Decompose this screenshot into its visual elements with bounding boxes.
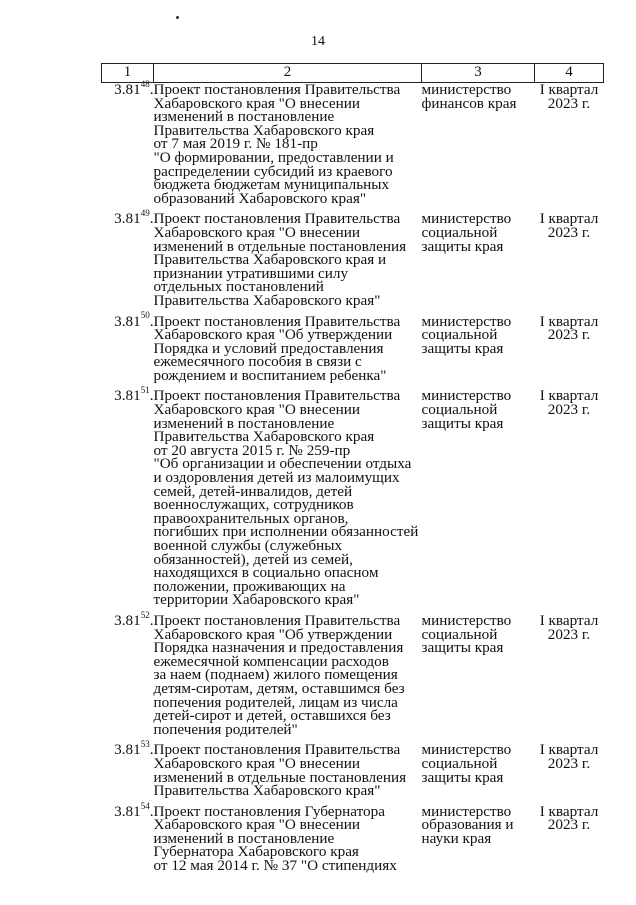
column-header-2: 2 [154, 64, 422, 83]
item-deadline-line: 2023 г. [547, 94, 591, 112]
item-description-line: рождением и воспитанием ребенка" [153, 366, 387, 384]
item-description-line: Хабаровского края "О внесении [153, 401, 361, 419]
table-row [102, 389, 604, 614]
item-responsible [421, 802, 535, 880]
item-deadline-line: 2023 г. [547, 326, 591, 344]
item-responsible-line: защиты края [421, 237, 504, 255]
table-row [102, 212, 604, 314]
item-description-line: бюджета бюджетам муниципальных [153, 176, 390, 194]
table-row [102, 83, 604, 213]
item-description [154, 389, 422, 614]
item-description-line: от 7 мая 2019 г. № 181-пр [153, 135, 318, 153]
item-number-main: 3.81 [114, 741, 141, 759]
item-number-suffix: . [149, 312, 154, 330]
item-deadline-line: I квартал [539, 81, 599, 98]
table-header-row [102, 64, 604, 83]
item-number-suffix: . [149, 611, 154, 629]
item-responsible [422, 743, 535, 804]
item-responsible-line: социальной [421, 326, 498, 344]
item-deadline [535, 743, 604, 804]
item-description-line: Проект постановления Правительства [153, 611, 401, 629]
item-deadline [535, 312, 604, 390]
item-description-line: попечения родителей, лицам из числа [153, 693, 398, 711]
item-deadline-line: I квартал [539, 802, 599, 820]
item-deadline-line: 2023 г. [547, 816, 591, 834]
item-deadline [535, 802, 604, 880]
item-responsible-line: министерство [421, 387, 512, 405]
item-responsible-line: министерство [421, 802, 512, 820]
item-description-line: образований Хабаровского края" [153, 189, 367, 207]
item-description [153, 312, 422, 390]
item-number-superscript: 54 [140, 800, 150, 811]
item-number [102, 208, 154, 314]
item-description-line: семей, детей-инвалидов, детей [153, 482, 353, 500]
item-description-line: погибших при исполнении обязанностей [153, 523, 419, 541]
item-description-line: Хабаровского края "О внесении [153, 754, 361, 772]
item-description-line: попечения родителей" [153, 720, 298, 738]
page-number: 14 [311, 34, 325, 49]
item-number-suffix: . [149, 81, 154, 98]
column-header-3: 3 [422, 64, 535, 83]
item-description-line: находящихся в социально опасном [153, 564, 379, 582]
item-description-line: правоохранительных органов, [153, 509, 349, 527]
item-description-line: Хабаровского края "О внесении [153, 816, 361, 834]
item-number-main: 3.81 [114, 387, 141, 405]
item-deadline [535, 83, 604, 213]
item-description-line: распределении субсидий из краевого [153, 162, 393, 180]
item-description-line: военной службы (служебных [153, 537, 343, 554]
table-body [102, 78, 604, 880]
item-deadline-line: 2023 г. [547, 223, 591, 241]
item-responsible-line: образования и [421, 816, 514, 834]
item-description-line: изменений в постановление [153, 414, 335, 432]
item-deadline-line: I квартал [539, 312, 599, 330]
item-number-main: 3.81 [114, 81, 141, 98]
item-responsible [421, 611, 535, 743]
item-description-line: изменений в постановление [153, 108, 335, 126]
item-responsible-line: министерство [421, 741, 512, 759]
item-number [102, 800, 154, 880]
item-number-main: 3.81 [114, 210, 141, 228]
item-description-line: Правительства Хабаровского края [153, 428, 375, 446]
item-description-line: и оздоровления детей из малоимущих [153, 469, 400, 487]
item-deadline [535, 389, 604, 614]
item-description [154, 83, 422, 213]
item-description-line: Проект постановления Правительства [153, 81, 401, 98]
item-description-line: признании утратившими силу [153, 264, 349, 282]
item-description-line: "О формировании, предоставлении и [153, 148, 394, 166]
item-responsible [422, 389, 535, 614]
item-description-line: Губернатора Хабаровского края [153, 843, 359, 861]
item-number-main: 3.81 [114, 802, 141, 820]
item-responsible-line: защиты края [421, 339, 504, 357]
item-deadline-line: I квартал [539, 210, 599, 228]
item-description-line: Правительства Хабаровского края" [153, 782, 381, 800]
item-description-line: от 20 августа 2015 г. № 259-пр [153, 441, 351, 459]
item-responsible-line: министерство [421, 210, 512, 228]
item-description-line: военнослужащих, сотрудников [153, 496, 354, 514]
item-description-line: Правительства Хабаровского края" [153, 291, 381, 309]
item-deadline [535, 611, 604, 743]
item-number [102, 609, 154, 743]
item-number-superscript: 49 [140, 208, 150, 219]
table-row [102, 743, 604, 804]
item-deadline-line: I квартал [539, 387, 599, 405]
item-description-line: ежемесячной компенсации расходов [153, 652, 389, 670]
item-responsible-line: науки края [421, 829, 492, 847]
item-description-line: Порядка назначения и предоставления [153, 639, 404, 657]
item-description [153, 611, 422, 743]
item-responsible-line: министерство [421, 81, 512, 98]
item-description-line: Проект постановления Правительства [153, 210, 401, 228]
column-header-4: 4 [535, 64, 604, 83]
item-deadline [535, 212, 604, 314]
table-row [102, 805, 604, 880]
item-description-line: Проект постановления Правительства [153, 387, 401, 405]
item-responsible [421, 312, 535, 390]
item-deadline-line: 2023 г. [547, 625, 591, 643]
item-description-line: детей-сирот и детей, оставшихся без [153, 707, 391, 725]
item-responsible [422, 83, 535, 213]
item-responsible-line: социальной [421, 401, 498, 419]
item-description-line: Проект постановления Правительства [153, 312, 401, 330]
item-number-superscript: 52 [140, 609, 150, 620]
item-responsible-line: финансов края [421, 94, 517, 112]
column-header-1: 1 [102, 64, 154, 83]
item-deadline-line: 2023 г. [547, 401, 591, 419]
item-responsible-line: защиты края [421, 639, 504, 657]
item-description-line: Порядка и условий предоставления [153, 339, 384, 357]
item-number-superscript: 50 [140, 310, 150, 321]
item-number-suffix: . [149, 210, 154, 228]
item-number-suffix: . [149, 387, 154, 405]
item-responsible-line: защиты края [421, 414, 504, 432]
item-description-line: Хабаровского края "Об утверждении [153, 625, 393, 643]
item-responsible-line: министерство [421, 312, 512, 330]
item-description-line: от 12 мая 2014 г. № 37 "О стипендиях [153, 857, 397, 875]
item-description-line: Проект постановления Правительства [153, 741, 401, 759]
item-number [102, 78, 154, 213]
table-row [102, 614, 604, 743]
item-deadline-line: I квартал [539, 741, 599, 759]
item-description-line: "Об организации и обеспечении отдыха [153, 455, 412, 473]
item-responsible-line: социальной [421, 223, 498, 241]
item-description-line: за наем (поднаем) жилого помещения [153, 666, 398, 684]
item-number-main: 3.81 [114, 312, 141, 330]
item-description [153, 802, 422, 880]
item-responsible-line: министерство [421, 611, 512, 629]
item-number [102, 310, 154, 390]
item-description [154, 212, 422, 314]
item-description-line: Правительства Хабаровского края и [153, 251, 387, 269]
item-description-line: Проект постановления Губернатора [153, 802, 385, 820]
table-row [102, 315, 604, 390]
item-number-suffix: . [149, 802, 154, 820]
item-deadline-line: I квартал [539, 611, 599, 629]
plan-table [101, 63, 604, 880]
item-description-line: изменений в постановление [153, 829, 335, 847]
item-number [102, 739, 154, 804]
item-description [154, 743, 422, 804]
item-responsible-line: социальной [421, 625, 498, 643]
item-responsible [422, 212, 535, 314]
item-number-superscript: 53 [140, 739, 150, 750]
scan-dot [176, 16, 179, 19]
item-description-line: ежемесячного пособия в связи с [153, 353, 362, 371]
item-description-line: Хабаровского края "О внесении [153, 94, 361, 112]
item-description-line: Правительства Хабаровского края [153, 121, 375, 139]
item-description-line: детям-сиротам, детям, оставшимся без [153, 679, 405, 697]
item-number [102, 385, 154, 614]
item-number-superscript: 51 [140, 385, 150, 396]
item-responsible-line: социальной [421, 754, 498, 772]
item-description-line: территории Хабаровского края" [153, 591, 360, 609]
item-number-main: 3.81 [114, 611, 141, 629]
item-description-line: обязанностей), детей из семей, [153, 550, 353, 568]
item-number-superscript: 48 [140, 78, 150, 89]
item-number-suffix: . [149, 741, 154, 759]
item-description-line: Хабаровского края "О внесении [153, 223, 361, 241]
item-deadline-line: 2023 г. [547, 754, 591, 772]
item-description-line: Хабаровского края "Об утверждении [153, 326, 393, 344]
item-responsible-line: защиты края [421, 768, 504, 786]
item-description-line: положении, проживающих на [153, 577, 346, 595]
item-description-line: изменений в отдельные постановления [153, 237, 407, 255]
item-description-line: отдельных постановлений [153, 278, 324, 296]
item-description-line: изменений в отдельные постановления [153, 768, 407, 786]
